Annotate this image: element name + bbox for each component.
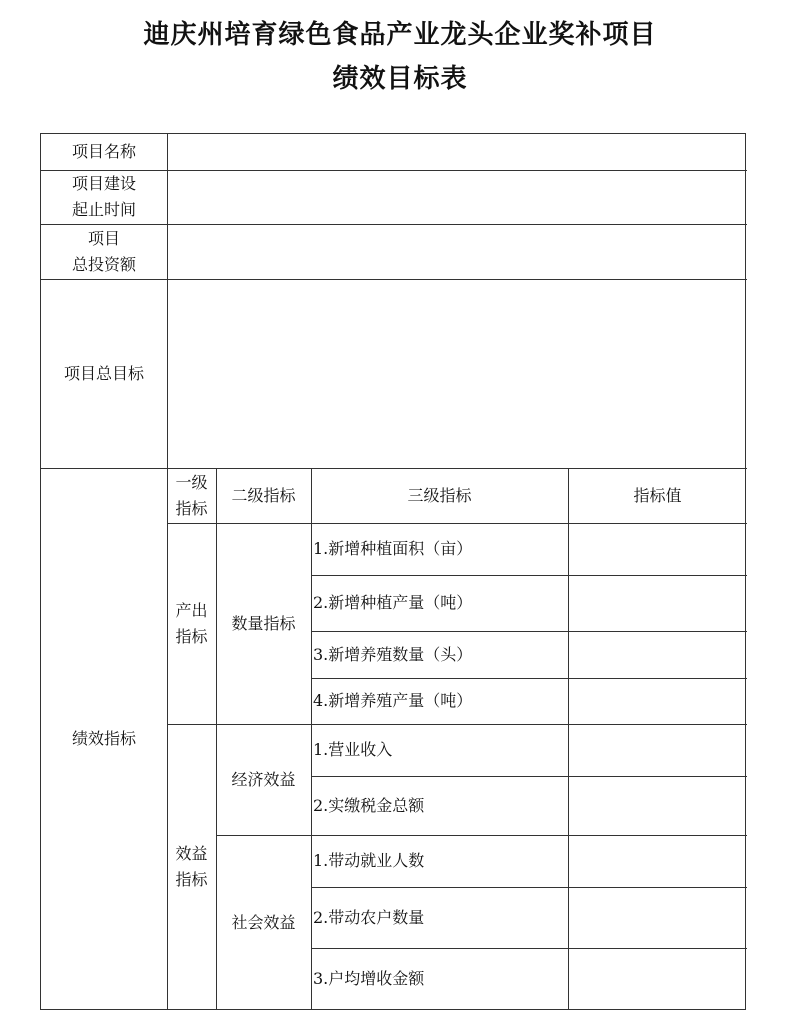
construction-period-label bbox=[41, 170, 167, 224]
header-level1 bbox=[167, 468, 216, 523]
document-title: 迪庆州培育绿色食品产业龙头企业奖补项目 bbox=[143, 20, 657, 50]
indicator-value-cell[interactable] bbox=[568, 887, 747, 948]
performance-target-table bbox=[40, 133, 746, 1010]
project-name-label: 项目名称 bbox=[71, 142, 136, 161]
social-benefit-group: 社会效益 bbox=[231, 912, 296, 932]
label-line: 指标 bbox=[175, 626, 208, 646]
project-name-value[interactable] bbox=[167, 134, 747, 170]
indicator-new-planting-output: 2.新增种植产量（吨） bbox=[313, 593, 473, 612]
quantity-indicators-group: 数量指标 bbox=[231, 613, 296, 633]
indicator-value-cell[interactable] bbox=[568, 724, 747, 776]
indicator-jobs-created: 1.带动就业人数 bbox=[313, 851, 425, 870]
overall-goal-label: 项目总目标 bbox=[63, 363, 144, 383]
economic-benefit-group: 经济效益 bbox=[231, 769, 296, 789]
header-value: 指标值 bbox=[633, 485, 682, 505]
indicator-value-cell[interactable] bbox=[568, 678, 747, 724]
indicator-value-cell[interactable] bbox=[568, 523, 747, 575]
output-indicators-group bbox=[167, 523, 216, 724]
performance-indicators-label: 绩效指标 bbox=[71, 729, 136, 748]
indicator-households-driven: 2.带动农户数量 bbox=[313, 907, 425, 927]
indicator-income-increase-per-household: 3.户均增收金额 bbox=[313, 969, 425, 988]
label-line: 项目 bbox=[87, 228, 120, 248]
indicator-value-cell[interactable] bbox=[568, 631, 747, 678]
indicator-operating-revenue: 1.营业收入 bbox=[313, 740, 393, 759]
label-line: 项目建设 bbox=[71, 174, 136, 193]
label-line: 指标 bbox=[175, 498, 208, 518]
indicator-value-cell[interactable] bbox=[568, 575, 747, 631]
label-line: 指标 bbox=[175, 870, 208, 889]
indicator-taxes-paid: 2.实缴税金总额 bbox=[313, 795, 425, 815]
label-line: 起止时间 bbox=[71, 200, 136, 219]
header-level3: 三级指标 bbox=[407, 485, 472, 505]
label-line: 效益 bbox=[175, 844, 208, 863]
indicator-value-cell[interactable] bbox=[568, 835, 747, 887]
indicator-value-cell[interactable] bbox=[568, 948, 747, 1010]
label-line: 总投资额 bbox=[71, 254, 136, 274]
indicator-new-livestock-output: 4.新增养殖产量（吨） bbox=[313, 691, 473, 710]
total-investment-label bbox=[41, 224, 167, 279]
overall-goal-value[interactable] bbox=[167, 279, 747, 468]
label-line: 一级 bbox=[175, 472, 208, 492]
header-level2: 二级指标 bbox=[231, 485, 296, 505]
benefit-indicators-group bbox=[167, 724, 216, 1010]
total-investment-value[interactable] bbox=[167, 224, 747, 279]
indicator-new-planting-area: 1.新增种植面积（亩） bbox=[313, 539, 473, 558]
construction-period-value[interactable] bbox=[167, 170, 747, 224]
label-line: 产出 bbox=[175, 600, 208, 620]
indicator-new-livestock-count: 3.新增养殖数量（头） bbox=[313, 644, 473, 664]
indicator-value-cell[interactable] bbox=[568, 776, 747, 835]
document-subtitle: 绩效目标表 bbox=[332, 64, 468, 94]
